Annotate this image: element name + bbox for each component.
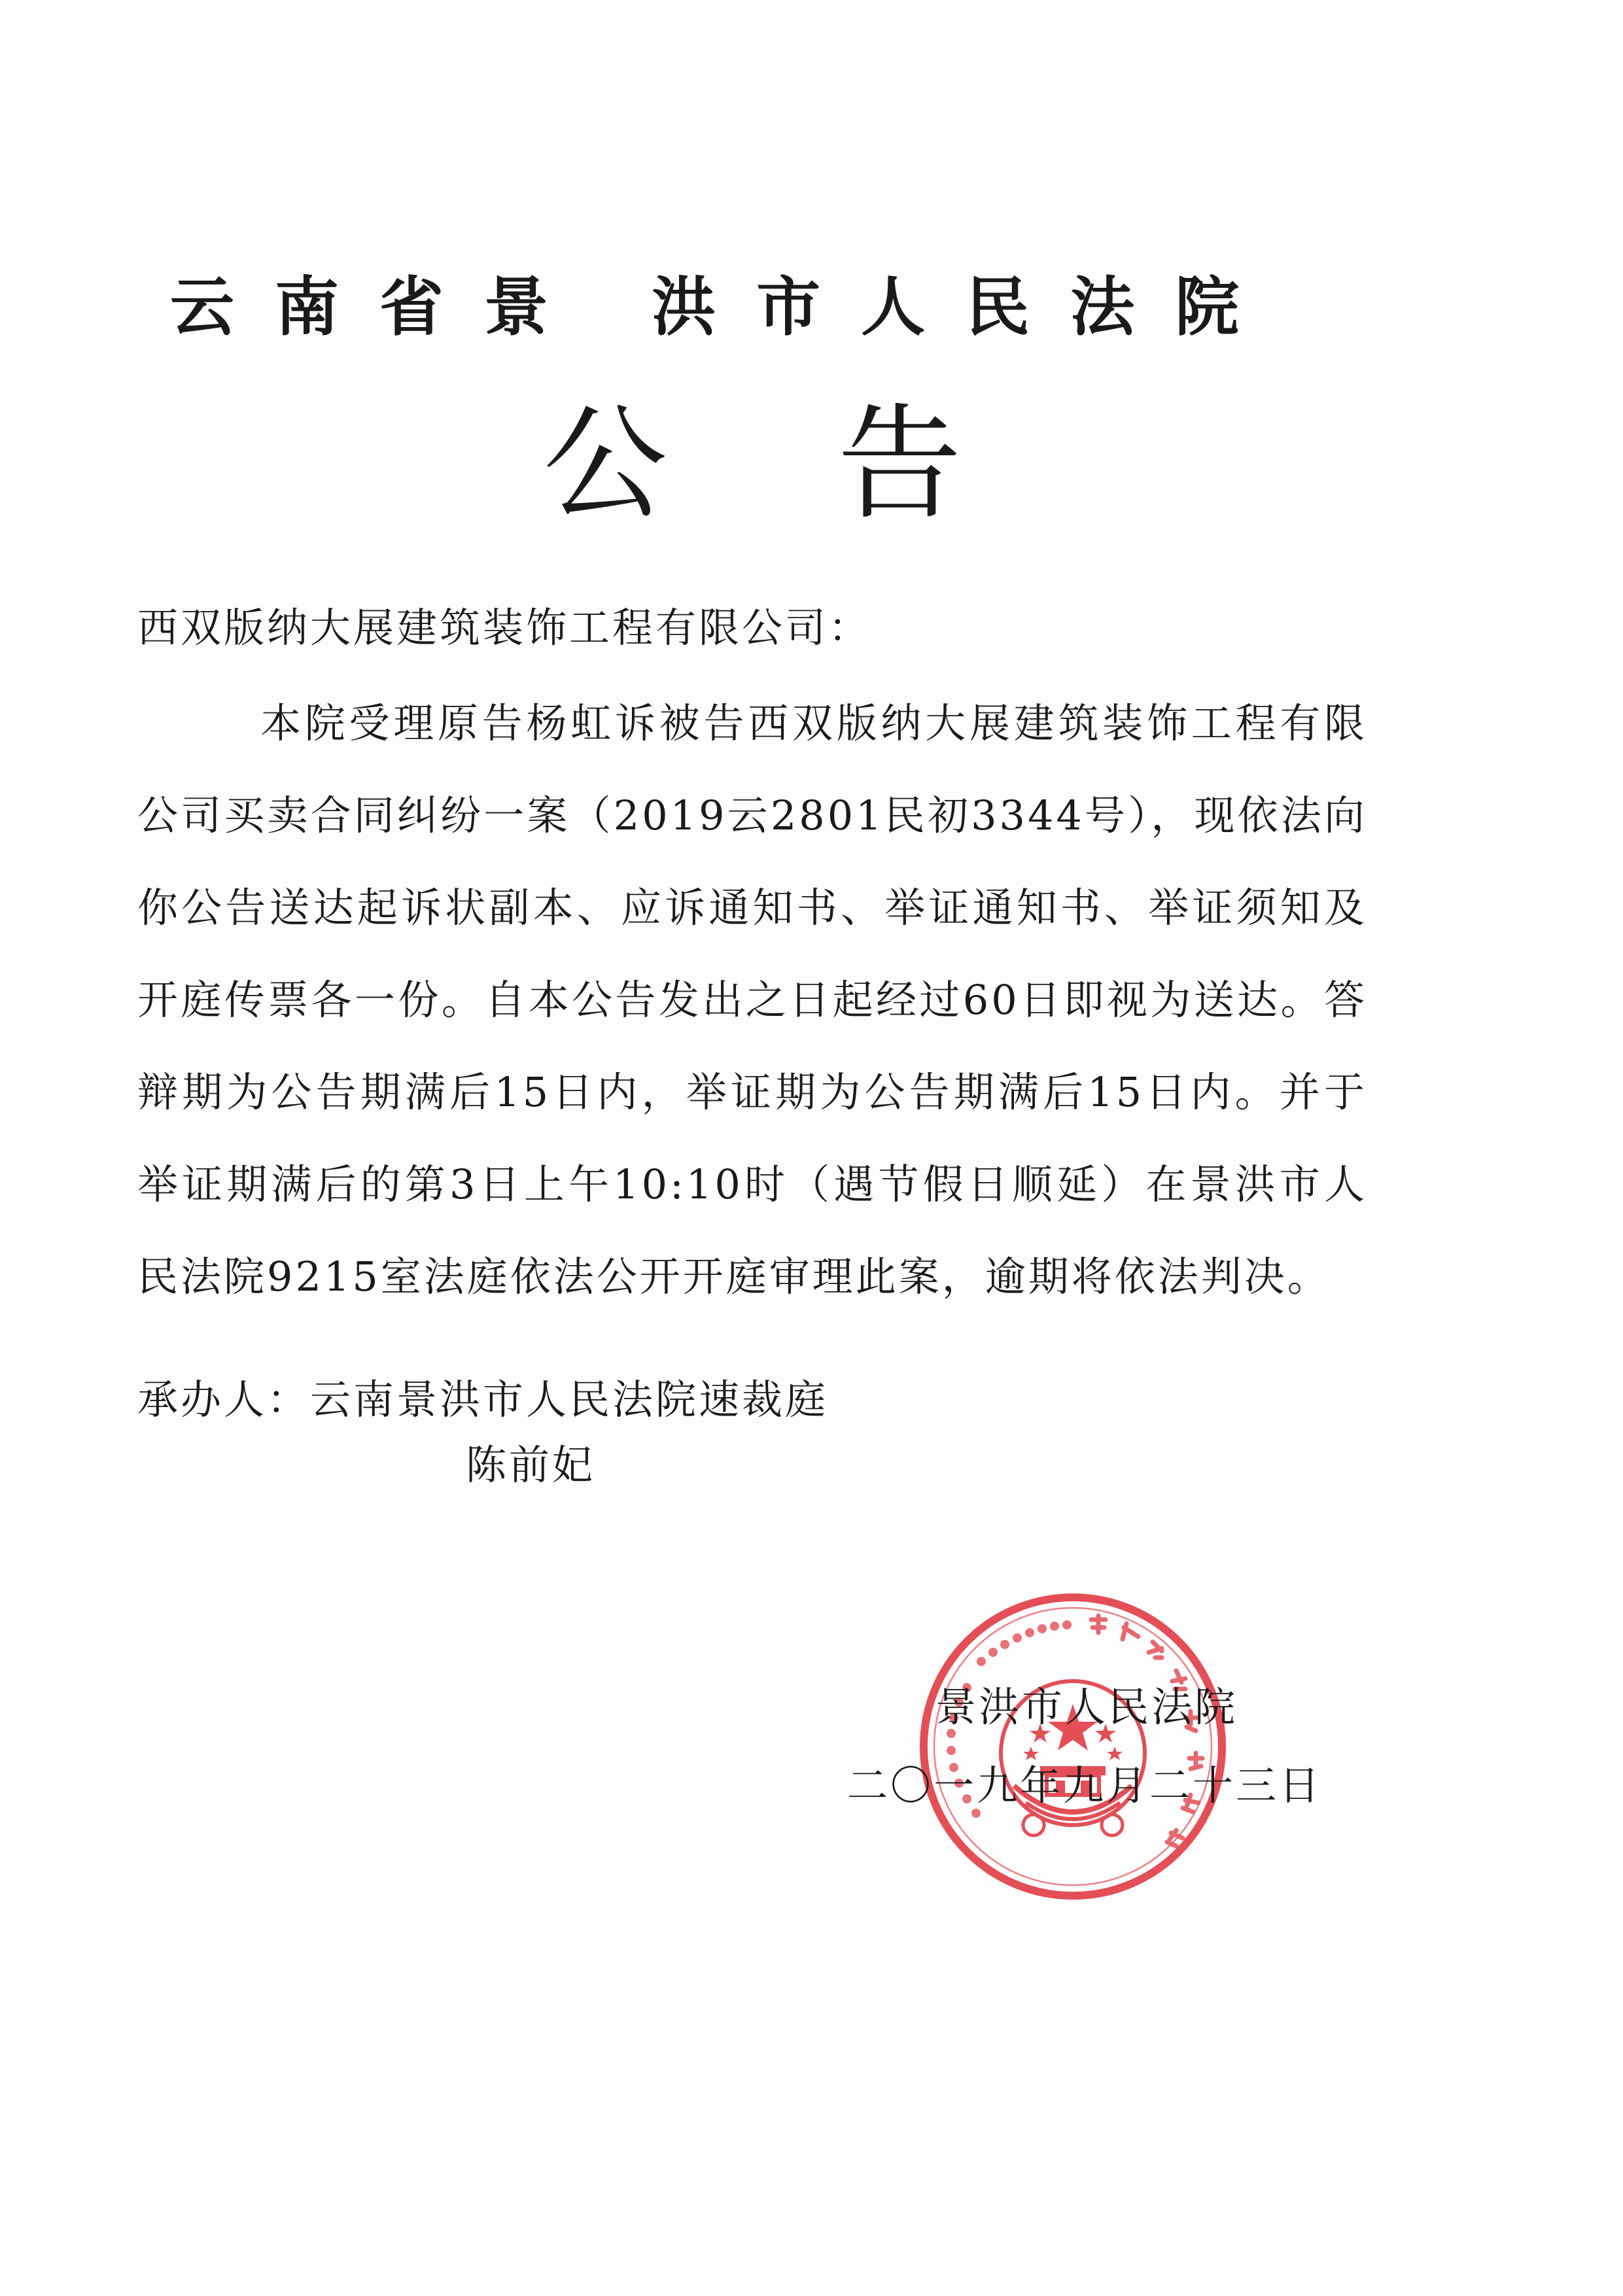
handler-name: 陈前妃: [466, 1441, 596, 1489]
issue-date: 二〇一九年九月二十三日: [847, 1762, 1323, 1809]
court-name-heading: 云南省景 洪市人民法院: [170, 270, 1280, 345]
court-seal-stamp: [916, 1590, 1230, 1904]
seal-emblem: [924, 1597, 1222, 1896]
addressee: 西双版纳大展建筑装饰工程有限公司：: [137, 604, 872, 652]
notice-body: 本院受理原告杨虹诉被告西双版纳大展建筑装饰工程有限公司买卖合同纠纷一案（2019云2801民初3344号），现依法向你公告送达起诉状副本、应诉通知书、举证通知书、举证须知及开庭传票各一份。自本公告发出之日起经过60日即视为送达。答辩期为公告期满后15日内，举证期为公告期满后15日内。并于举证期满后的第3日上午10:10时（遇节假日顺延）在景洪市人民法院9215室法庭依法公开开庭审理此案，逾期将依法判决。: [137, 699, 1367, 1300]
issuing-court: 景洪市人民法院: [935, 1683, 1238, 1731]
handler-line: 承办人：云南景洪市人民法院速裁庭: [137, 1376, 829, 1423]
document-title: 公告: [543, 392, 1132, 536]
